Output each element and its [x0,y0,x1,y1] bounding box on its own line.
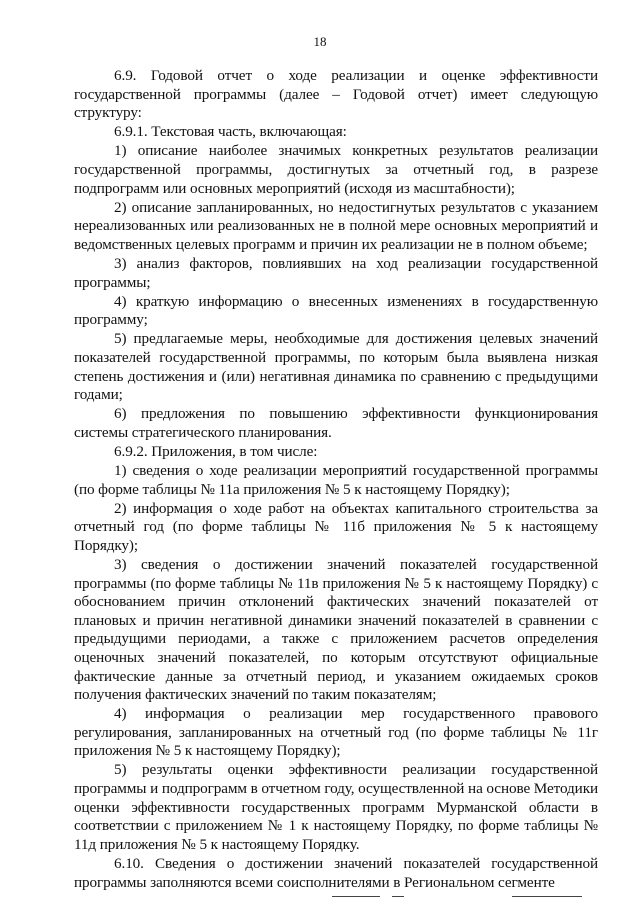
document-body [74,67,598,893]
list-item: 1) сведения о ходе реализации мероприятий государственной программы (по форме таблицы № 11а приложения № 5 к настоящему Порядку); [74,461,598,498]
list-item: 3) сведения о достижении значений показателей государственной программы (по форме таблицы № 11в приложения № 5 к настоящему Порядку) с обоснованием причин отклонений фактических значений показателей от плановых и причин негативной динамики значений показателей в сравнении с предыдущими периодами, а также с приложением расчетов определения оценочных значений показателей, по которым отсутствуют официальные фактические данные за отчетный период, и указанием ожидаемых сроков получения фактических значений по таким показателям; [74,555,598,704]
list-item: 2) информация о ходе работ на объектах капитального строительства за отчетный год (по форме таблицы № 11б приложения № 5 к настоящему Порядку); [74,499,598,554]
list-item: 5) предлагаемые меры, необходимые для достижения целевых значений показателей государственной программы, по которым была выявлена низкая степень достижения и (или) негативная динамика по сравнению с предыдущими годами; [74,330,598,404]
paragraph-6-10: 6.10. Сведения о достижении значений показателей государственной программы заполняются всеми соисполнителями в Региональном сегменте [74,854,598,891]
list-item: 4) краткую информацию о внесенных изменениях в государственную программу; [74,292,598,329]
list-item: 1) описание наиболее значимых конкретных результатов реализации государственной программы, достигнутых за отчетный год, в разрезе подпрограмм или основных мероприятий (исходя из масштабности); [74,142,598,197]
footer-divider [332,896,380,897]
list-item: 4) информация о реализации мер государственного правового регулирования, запланированных на отчетный год (по форме таблицы № 11г приложения № 5 к настоящему Порядку); [74,705,598,760]
list-item: 6) предложения по повышению эффективности функционирования системы стратегического планирования. [74,405,598,441]
list-item: 2) описание запланированных, но недостигнутых результатов с указанием нереализованных или реализованных не в полной мере основных мероприятий и ведомственных целевых программ и причин их реализации не в полном объеме; [74,198,598,253]
footer-divider [392,896,404,897]
list-item: 3) анализ факторов, повлиявших на ход реализации государственной программы; [74,254,598,291]
paragraph-6-9-2: 6.9.2. Приложения, в том числе: [114,442,318,460]
list-item: 5) результаты оценки эффективности реализации государственной программы и подпрограмм в отчетном году, осуществленной на основе Методики оценки эффективности государственных программ Мурманской области в соответствии с приложением № 1 к настоящему Порядку, по форме таблицы № 11д приложения № 5 к настоящему Порядку. [74,761,598,853]
page-number: 18 [313,34,327,49]
paragraph-6-9-1: 6.9.1. Текстовая часть, включающая: [114,123,347,141]
paragraph-6-9: 6.9. Годовой отчет о ходе реализации и оценке эффективности государственной программы (далее – Годовой отчет) имеет следующую структуру: [74,67,598,122]
footer-divider [512,896,582,897]
